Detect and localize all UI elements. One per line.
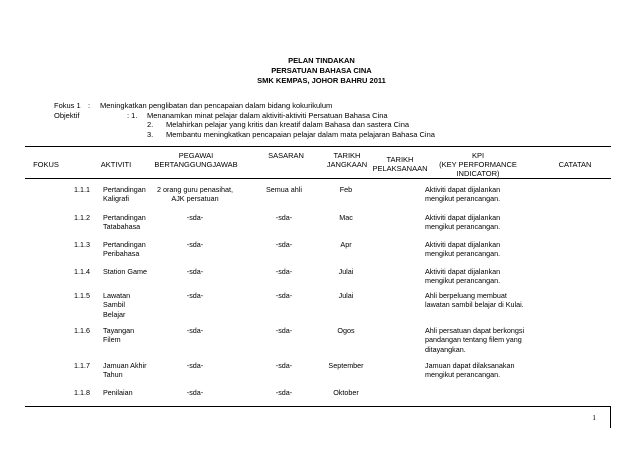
- activity-name-line: Tahun: [103, 370, 123, 380]
- activity-name-line: Pertandingan: [103, 185, 146, 194]
- th-fokus: FOKUS: [33, 160, 59, 169]
- table-bottom-border: [25, 406, 611, 407]
- activity-name-line: Belajar: [103, 309, 126, 319]
- kpi-text-line: Aktiviti dapat dijalankan: [425, 240, 501, 249]
- th-pegawai-1: PEGAWAI: [178, 151, 214, 160]
- kpi-text: [425, 361, 545, 380]
- activity-number: 1.1.6: [74, 326, 90, 335]
- objective-1: Menanamkan minat pelajar dalam aktiviti-aktiviti Persatuan Bahasa Cina: [147, 110, 388, 120]
- kpi-text-line: Aktiviti dapat dijalankan: [425, 213, 501, 222]
- header-organization: PERSATUAN BAHASA CINA: [271, 66, 372, 75]
- activity-number: 1.1.3: [74, 240, 90, 249]
- objective-2: Melahirkan pelajar yang kritis dan kreatif dalam Bahasa dan sastera Cina: [166, 120, 410, 130]
- responsible-officer: [133, 326, 257, 335]
- table-header-border: [25, 178, 611, 179]
- activity-name-line: Station Game: [103, 267, 147, 276]
- expected-date: Julai: [338, 267, 354, 276]
- kpi-text-line: lawatan sambil belajar di Kulai.: [425, 300, 524, 310]
- responsible-officer: [133, 213, 257, 222]
- activity-name-line: Kaligrafi: [103, 194, 129, 204]
- activity-name-line: Peribahasa: [103, 249, 140, 259]
- activity-name-line: Sambil: [103, 300, 125, 310]
- target-group: -sda-: [275, 291, 293, 300]
- document-header: [0, 56, 638, 86]
- objective-3-num: 3.: [147, 129, 154, 139]
- fokus-section: [54, 101, 435, 139]
- kpi-text: [425, 291, 545, 310]
- target-group: -sda-: [275, 326, 293, 335]
- activity-name-line: Pertandingan: [103, 213, 146, 222]
- responsible-officer: [133, 267, 257, 276]
- responsible-officer-line: 2 orang guru penasihat,: [157, 185, 233, 194]
- kpi-text-line: mengikut perancangan.: [425, 249, 501, 259]
- page-right-border: [610, 406, 611, 428]
- expected-date: September: [328, 361, 364, 370]
- target-group: -sda-: [275, 388, 293, 397]
- responsible-officer-line: AJK persatuan: [171, 194, 219, 204]
- activity-name-line: Tatabahasa: [103, 222, 141, 232]
- responsible-officer: [133, 361, 257, 370]
- th-pegawai-2: BERTANGGUNGJAWAB: [154, 160, 238, 169]
- kpi-text: [425, 326, 545, 354]
- kpi-text-line: mengikut perancangan.: [425, 194, 501, 204]
- header-school: SMK KEMPAS, JOHOR BAHRU 2011: [257, 76, 386, 85]
- expected-date: Julai: [338, 291, 354, 300]
- responsible-officer-line: -sda-: [186, 240, 204, 249]
- objective-3: Membantu meningkatkan pencapaian pelajar dalam mata pelajaran Bahasa Cina: [166, 129, 435, 139]
- responsible-officer-line: -sda-: [186, 291, 204, 300]
- kpi-text-line: mengikut perancangan.: [425, 370, 501, 380]
- kpi-text: [425, 213, 545, 232]
- responsible-officer: [133, 240, 257, 249]
- expected-date: Oktober: [333, 388, 359, 397]
- th-tarikh-jangkaan-2: JANGKAAN: [326, 160, 368, 169]
- table-header: [25, 150, 611, 179]
- kpi-text-line: Ahli berpeluang membuat: [425, 291, 507, 300]
- responsible-officer-line: -sda-: [186, 267, 204, 276]
- objektif-colon: : 1.: [127, 110, 138, 120]
- expected-date: Feb: [339, 185, 353, 194]
- header-title: PELAN TINDAKAN: [288, 56, 355, 65]
- fokus-label: Fokus 1: [54, 101, 81, 110]
- fokus-colon: :: [88, 101, 91, 110]
- th-tarikh-pelaksanaan-2: PELAKSANAAN: [372, 164, 428, 173]
- activity-name-line: Pertandingan: [103, 240, 146, 249]
- th-kpi-2: (KEY PERFORMANCE: [439, 160, 517, 169]
- responsible-officer: [133, 388, 257, 397]
- th-catatan: CATATAN: [558, 160, 592, 169]
- kpi-text-line: mengikut perancangan.: [425, 222, 501, 232]
- table-top-border: [25, 146, 611, 147]
- responsible-officer: [133, 291, 257, 300]
- responsible-officer: [133, 185, 257, 204]
- activity-number: 1.1.7: [74, 361, 90, 370]
- th-aktiviti: AKTIVITI: [100, 160, 132, 169]
- activity-number: 1.1.2: [74, 213, 90, 222]
- expected-date: Apr: [340, 240, 352, 249]
- target-group: -sda-: [275, 267, 293, 276]
- target-group: Semua ahli: [266, 185, 302, 194]
- kpi-text: [425, 185, 545, 204]
- activity-number: 1.1.1: [74, 185, 90, 194]
- kpi-text: [425, 267, 545, 286]
- responsible-officer-line: -sda-: [186, 213, 204, 222]
- kpi-text-line: mengikut perancangan.: [425, 276, 501, 286]
- responsible-officer-line: -sda-: [186, 326, 204, 335]
- target-group: -sda-: [275, 240, 293, 249]
- fokus-text: Meningkatkan penglibatan dan pencapaian dalam bidang kokurikulum: [100, 101, 333, 110]
- kpi-text-line: pandangan tentang filem yang: [425, 335, 522, 345]
- activity-number: 1.1.4: [74, 267, 90, 276]
- responsible-officer-line: -sda-: [186, 361, 204, 370]
- kpi-text-line: ditayangkan.: [425, 344, 466, 354]
- responsible-officer-line: -sda-: [186, 388, 204, 397]
- objektif-label: Objektif: [54, 110, 80, 120]
- activity-number: 1.1.8: [74, 388, 90, 397]
- target-group: -sda-: [275, 213, 293, 222]
- kpi-text-line: Aktiviti dapat dijalankan: [425, 267, 501, 276]
- kpi-text-line: Ahli persatuan dapat berkongsi: [425, 326, 525, 335]
- activity-name-line: Filem: [103, 335, 121, 345]
- th-tarikh-pelaksanaan-1: TARIKH: [386, 155, 414, 164]
- expected-date: Mac: [339, 213, 353, 222]
- activity-name-line: Lawatan: [103, 291, 131, 300]
- activity-name-line: Penilaian: [103, 388, 133, 397]
- activity-number: 1.1.5: [74, 291, 90, 300]
- activity-name-line: Tayangan: [103, 326, 135, 335]
- page-number: 1: [592, 413, 596, 422]
- activity-name-line: Jamuan Akhir: [103, 361, 147, 370]
- th-kpi-3: INDICATOR): [456, 169, 500, 178]
- target-group: -sda-: [275, 361, 293, 370]
- th-sasaran: SASARAN: [268, 151, 304, 160]
- th-tarikh-jangkaan-1: TARIKH: [333, 151, 361, 160]
- expected-date: Ogos: [337, 326, 355, 335]
- kpi-text-line: Aktiviti dapat dijalankan: [425, 185, 501, 194]
- kpi-text-line: Jamuan dapat dilaksanakan: [425, 361, 515, 370]
- th-kpi-1: KPI: [471, 151, 485, 160]
- objective-2-num: 2.: [147, 120, 154, 130]
- kpi-text: [425, 240, 545, 259]
